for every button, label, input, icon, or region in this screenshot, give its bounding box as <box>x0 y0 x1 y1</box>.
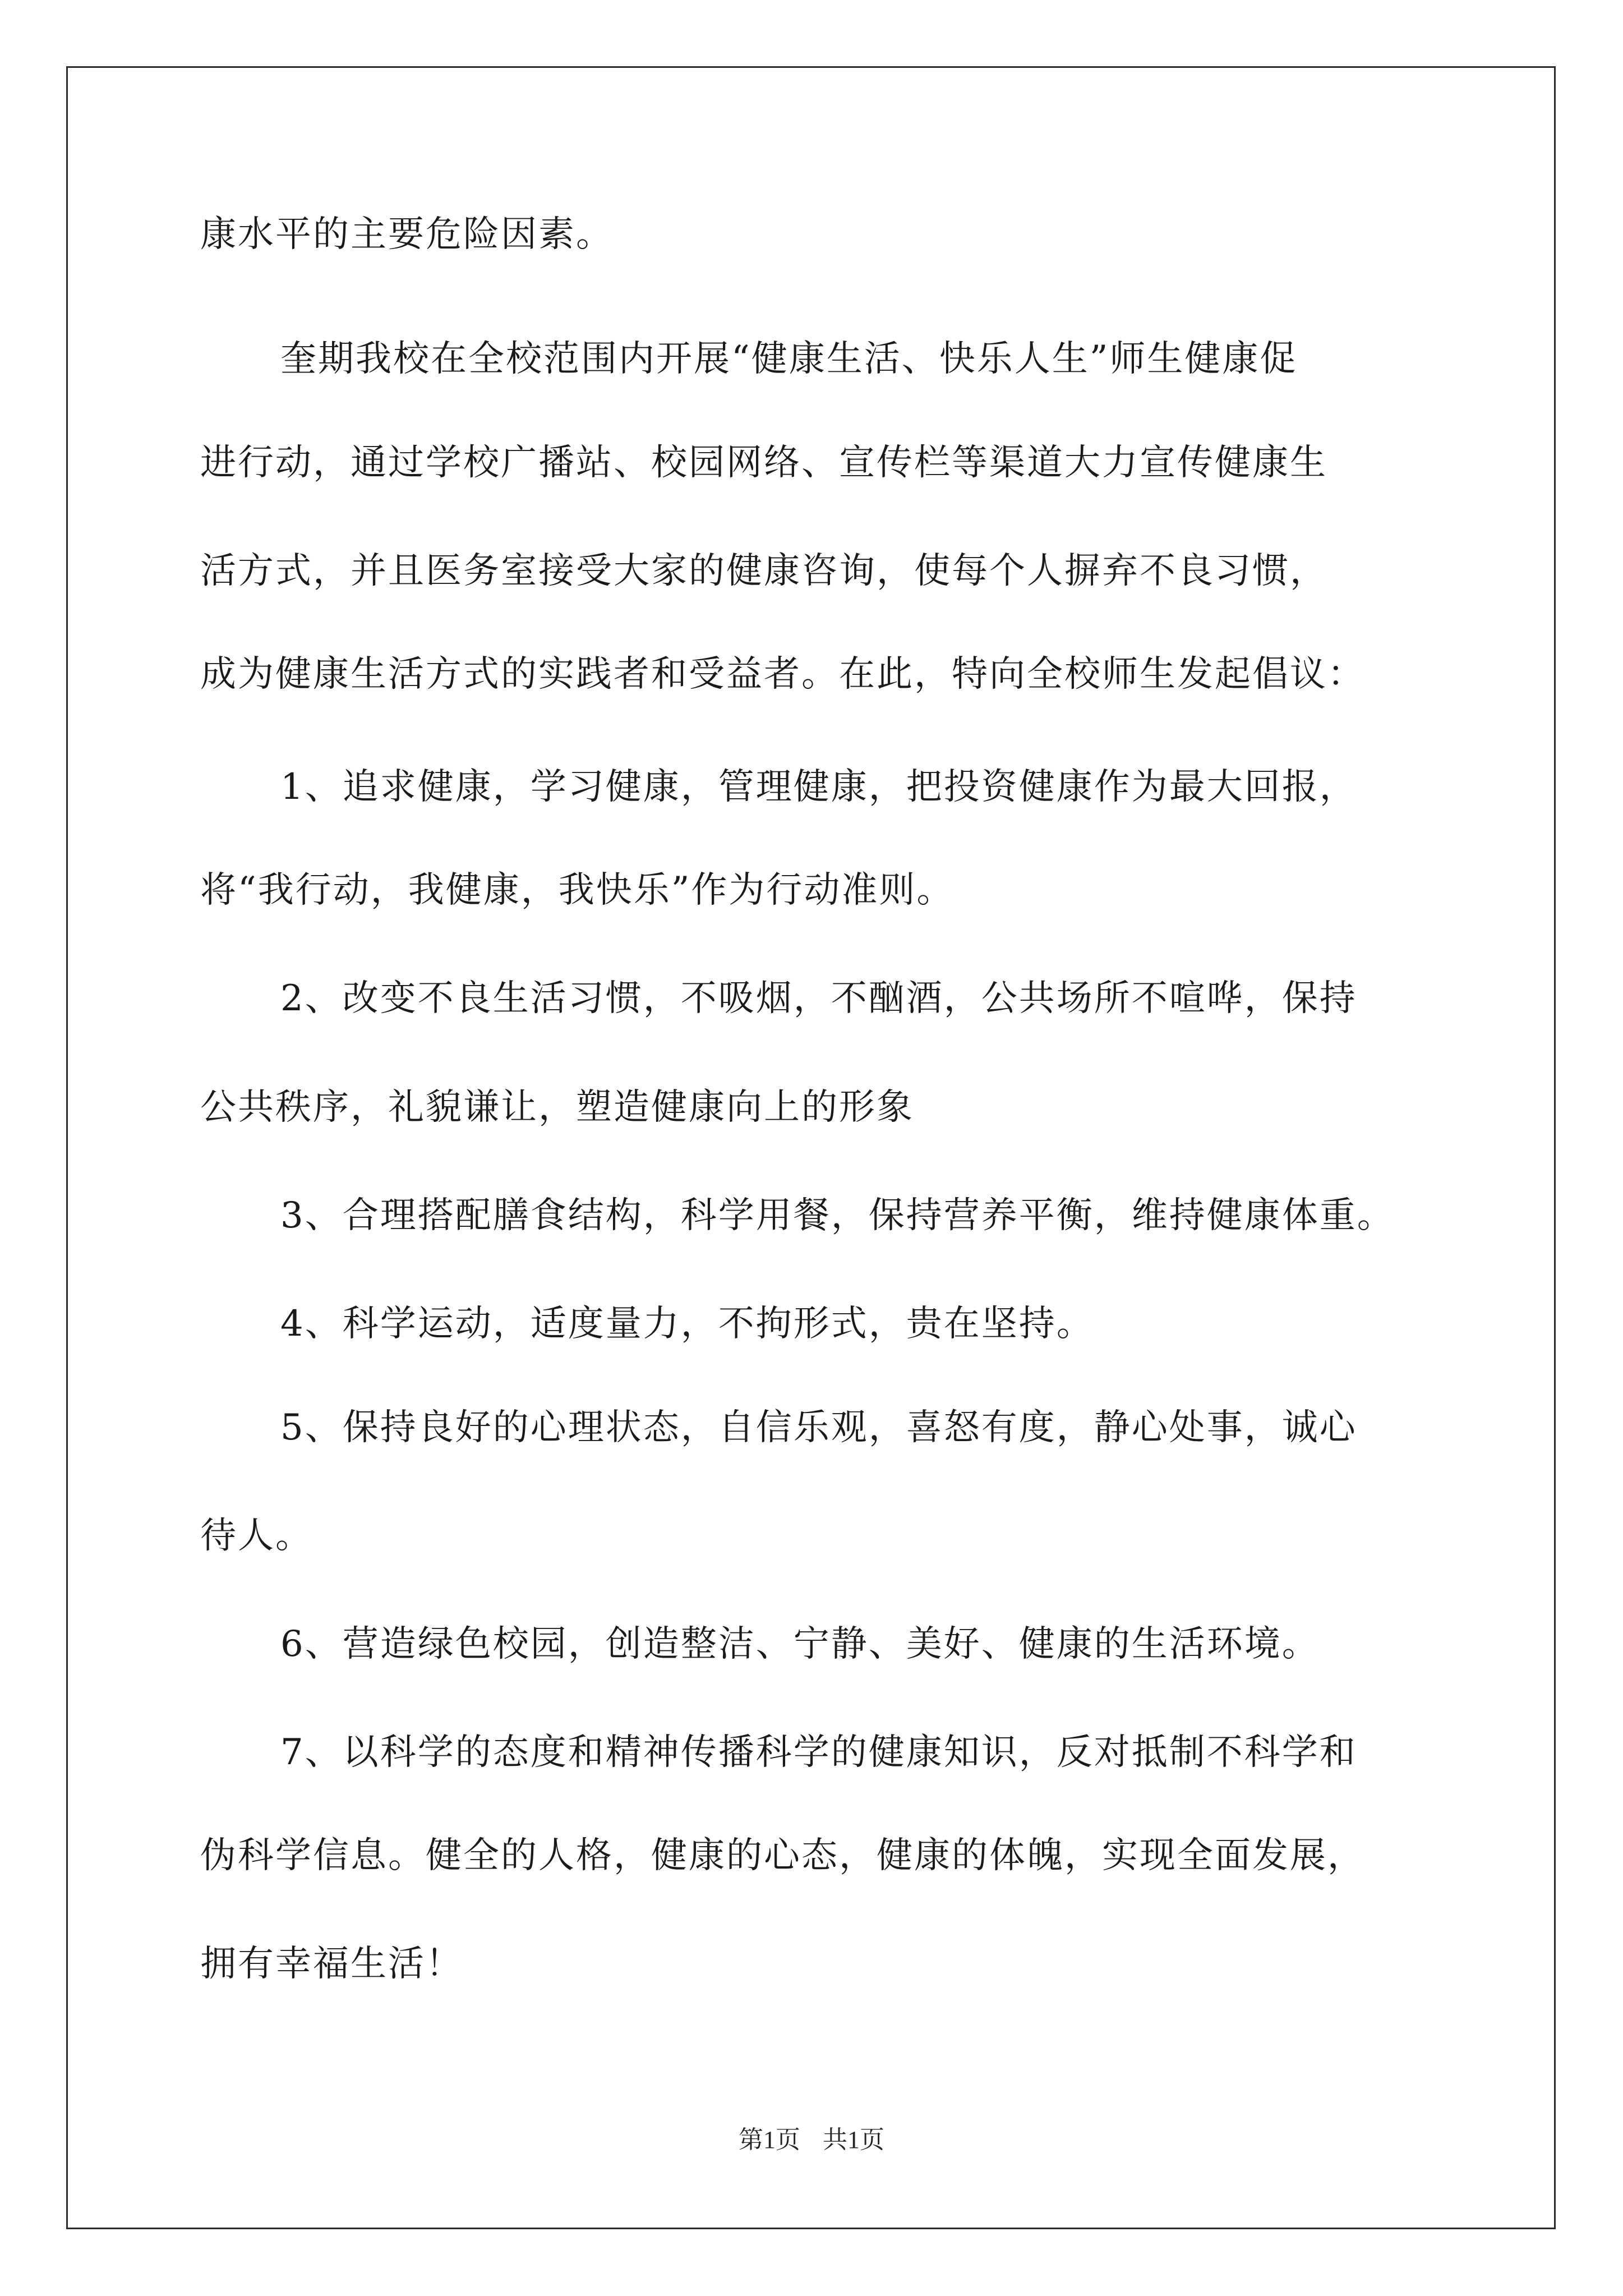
text-line: 待人。 <box>200 1515 313 1557</box>
text-line: 进行动，通过学校广播站、校园网络、宣传栏等渠道大力宣传健康生 <box>200 442 1327 484</box>
text-line: 拥有幸福生活！ <box>200 1943 463 1985</box>
text-line: 活方式，并且医务室接受大家的健康咨询，使每个人摒弃不良习惯， <box>200 550 1327 592</box>
text-line: 伪科学信息。健全的人格，健康的心态，健康的体魄，实现全面发展， <box>200 1835 1365 1876</box>
text-line: 5、保持良好的心理状态，自信乐观，喜怒有度，静心处事，诚心 <box>280 1407 1357 1448</box>
page-footer <box>0 2123 1623 2157</box>
text-line: 2、改变不良生活习惯，不吸烟，不酗酒，公共场所不喧哗，保持 <box>280 978 1357 1019</box>
text-line: 7、以科学的态度和精神传播科学的健康知识，反对抵制不科学和 <box>280 1732 1357 1773</box>
text-line: 4、科学运动，适度量力，不拘形式，贵在坚持。 <box>280 1303 1094 1345</box>
text-line: 公共秩序，礼貌谦让，塑造健康向上的形象 <box>200 1087 914 1128</box>
page-number: 第1页 <box>739 2126 800 2154</box>
text-line: 奎期我校在全校范围内开展“健康生活、快乐人生”师生健康促 <box>280 338 1298 380</box>
text-line: 3、合理搭配膳食结构，科学用餐，保持营养平衡，维持健康体重。 <box>280 1195 1395 1236</box>
text-line: 将“我行动，我健康，我快乐”作为行动准则。 <box>200 869 955 911</box>
page-total: 共1页 <box>823 2126 884 2154</box>
text-line: 康水平的主要危险因素。 <box>200 214 614 255</box>
text-line: 6、营造绿色校园，创造整洁、宁静、美好、健康的生活环境。 <box>280 1623 1320 1665</box>
page-frame <box>66 66 1556 2229</box>
text-line: 成为健康生活方式的实践者和受益者。在此，特向全校师生发起倡议： <box>200 654 1365 695</box>
text-line: 1、追求健康，学习健康，管理健康，把投资健康作为最大回报， <box>280 766 1357 808</box>
